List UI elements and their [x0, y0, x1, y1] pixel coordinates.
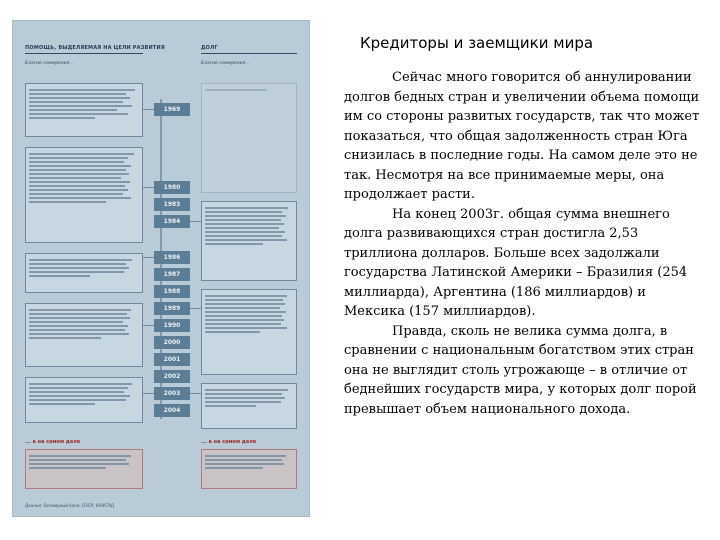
- year-marker: 1990: [154, 319, 190, 332]
- paragraph: Сейчас много говорится об аннулировании долгов бедных стран и увеличении объема помощи им со стороны развитых государств, так что может показаться, что общая задолженность стран Юга снизилась в последние годы. На самом деле это не так. Несмотря на все принимаемые меры, она продолжает расти.: [344, 70, 700, 202]
- infographic-left-subtitle: Благие намерения...: [25, 61, 74, 66]
- connector: [143, 109, 154, 110]
- right-text-box: [201, 383, 297, 429]
- year-marker: 1984: [154, 215, 190, 228]
- left-text-box: [25, 147, 143, 243]
- infographic-source: Данные: Всемирный банк; ОЭСР; ЮНКТАД: [25, 503, 115, 508]
- infographic-left-header: ПОМОЩЬ, ВЫДЕЛЯЕМАЯ НА ЦЕЛИ РАЗВИТИЯ: [25, 45, 165, 51]
- connector: [143, 325, 154, 326]
- left-text-box: [25, 83, 143, 137]
- left-text-box: [25, 303, 143, 367]
- article-text: [344, 68, 706, 419]
- connector: [143, 187, 154, 188]
- page-title: Кредиторы и заемщики мира: [360, 34, 594, 52]
- connector: [143, 393, 154, 394]
- right-footer-box: [201, 449, 297, 489]
- infographic-right-subtitle: Благие намерения...: [201, 61, 250, 66]
- year-marker: 1986: [154, 251, 190, 264]
- paragraph: На конец 2003г. общая сумма внешнего долга развивающихся стран достигла 2,53 триллиона долларов. Больше всех задолжали государства Латинской Америки – Бразилия (254 миллиарда), Аргентина (186 миллиардов) и Мексика (157 миллиардов).: [344, 206, 688, 319]
- left-footer-box: [25, 449, 143, 489]
- left-text-box: [25, 253, 143, 293]
- infographic-image: [12, 20, 310, 517]
- year-marker: 2004: [154, 404, 190, 417]
- year-marker: 1983: [154, 198, 190, 211]
- infographic-right-footer: ... а на самом деле: [201, 439, 257, 445]
- right-text-box: [201, 83, 297, 193]
- year-marker: 1969: [154, 103, 190, 116]
- year-marker: 1987: [154, 268, 190, 281]
- right-text-box: [201, 289, 297, 375]
- year-marker: 1988: [154, 285, 190, 298]
- connector: [190, 308, 201, 309]
- infographic-left-footer: ... а на самом деле: [25, 439, 81, 445]
- infographic-right-header: ДОЛГ: [201, 45, 218, 51]
- connector: [143, 257, 154, 258]
- header-rule-right: [201, 53, 297, 54]
- connector: [190, 221, 201, 222]
- connector: [190, 393, 201, 394]
- year-marker: 2000: [154, 336, 190, 349]
- year-marker: 2001: [154, 353, 190, 366]
- year-marker: 2003: [154, 387, 190, 400]
- left-text-box: [25, 377, 143, 423]
- year-marker: 1989: [154, 302, 190, 315]
- year-marker: 1980: [154, 181, 190, 194]
- header-rule-left: [25, 53, 143, 54]
- year-marker: 2002: [154, 370, 190, 383]
- paragraph: Правда, сколь не велика сумма долга, в сравнении с национальным богатством этих стран она не выглядит столь угрожающе – в отличие от беднейших государств мира, у которых долг порой превышает объем национального дохода.: [344, 323, 697, 417]
- right-text-box: [201, 201, 297, 281]
